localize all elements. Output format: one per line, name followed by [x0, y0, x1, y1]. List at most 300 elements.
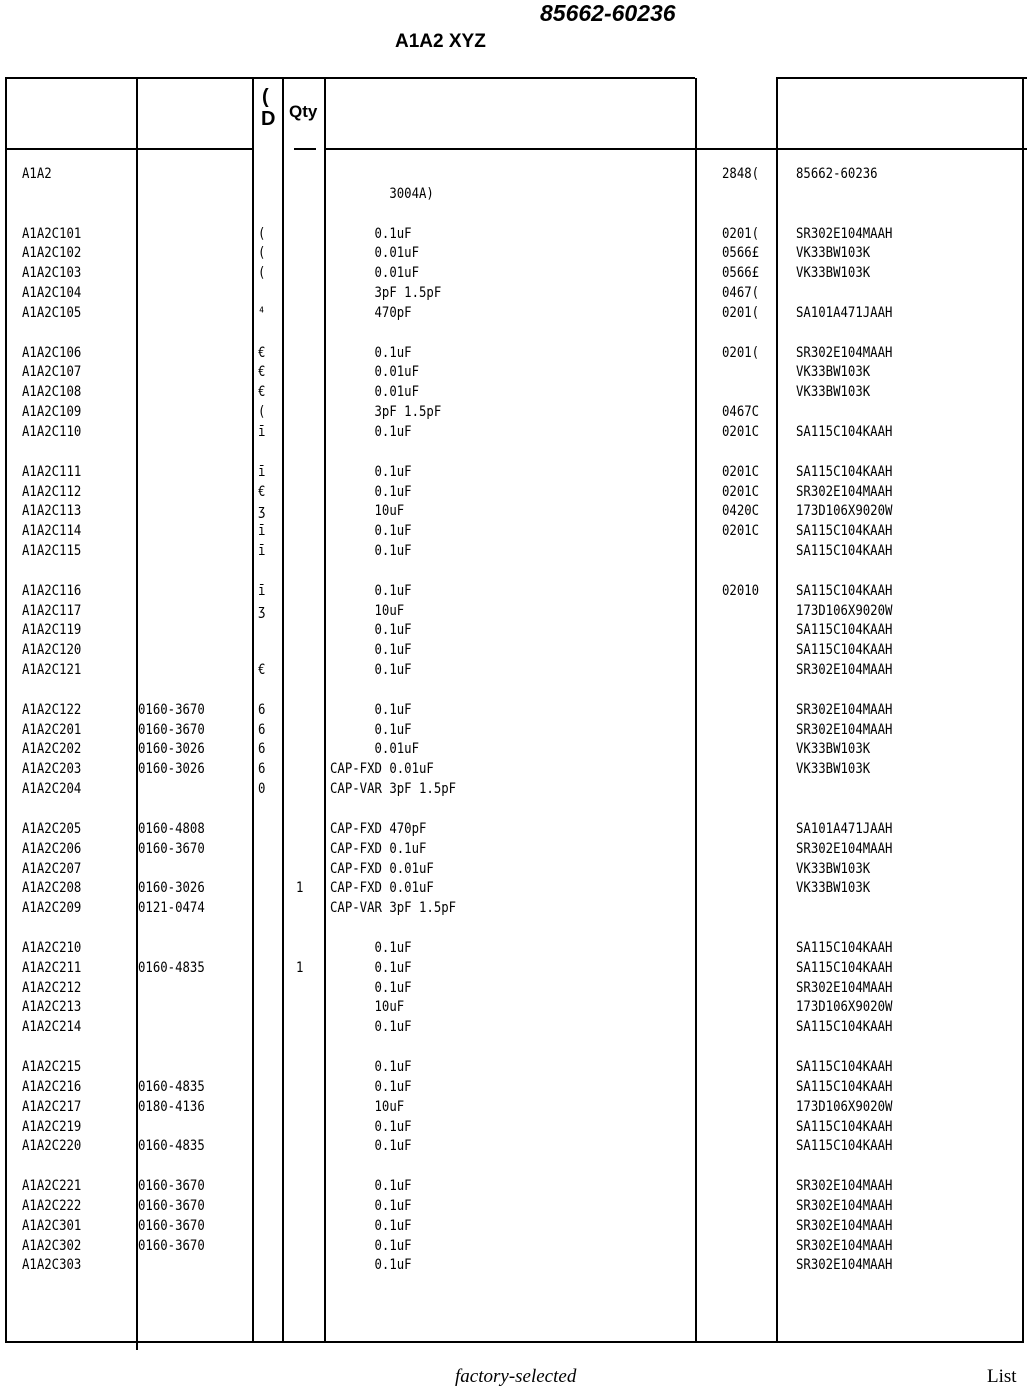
table-cell: [296, 243, 312, 263]
header-cd-bottom: D: [261, 108, 276, 130]
table-cell: [138, 561, 226, 581]
table-cell: 0.1uF: [330, 642, 412, 659]
table-cell: A1A2C110: [22, 423, 82, 440]
table-cell: [796, 918, 892, 938]
table-cell: [138, 581, 226, 601]
table-cell: [296, 978, 312, 998]
table-cell: [722, 878, 766, 898]
table-cell: VK33BW103K: [796, 384, 871, 401]
table-cell: [330, 680, 532, 700]
table-cell: SA115C104KAAH: [796, 1138, 893, 1155]
table-cell: SR302E104MAAH: [796, 1257, 893, 1274]
table-cell: [258, 1136, 270, 1156]
table-cell: A1A2C203: [22, 761, 82, 778]
mfr-part-number-column: [796, 164, 892, 1275]
qty-column: [296, 164, 312, 1275]
table-cell: [722, 1017, 766, 1037]
table-cell: [138, 382, 226, 402]
table-cell: SR302E104MAAH: [796, 1178, 893, 1195]
table-cell: [296, 442, 312, 462]
table-cell: [330, 1037, 532, 1057]
table-cell: 173D106X9020W: [796, 999, 893, 1016]
table-cell: 0201C: [722, 463, 760, 480]
table-cell: [330, 799, 532, 819]
table-cell: [138, 224, 226, 244]
table-cell: [296, 1176, 312, 1196]
table-cell: A1A2C301: [22, 1217, 82, 1234]
col-divider-5: [695, 78, 697, 1342]
table-cell: [138, 938, 226, 958]
table-cell: [796, 1156, 892, 1176]
header-rule-right: [326, 148, 1027, 150]
table-cell: [296, 1077, 312, 1097]
table-cell: A1A2C220: [22, 1138, 82, 1155]
table-cell: A1A2C113: [22, 503, 82, 520]
table-cell: [296, 204, 312, 224]
table-cell: [258, 1236, 270, 1256]
table-cell: 0.01uF: [330, 741, 420, 758]
table-cell: [796, 561, 892, 581]
table-cell: A1A2C216: [22, 1078, 82, 1095]
footer-list: List: [987, 1366, 1017, 1387]
table-cell: [330, 164, 532, 184]
table-cell: 0201C: [722, 483, 760, 500]
table-cell: [296, 303, 312, 323]
table-cell: 10uF: [330, 999, 405, 1016]
table-cell: SA115C104KAAH: [796, 1118, 893, 1135]
table-cell: 0201(: [722, 304, 760, 321]
table-cell: [296, 164, 312, 184]
table-cell: ʒ: [258, 503, 266, 520]
table-cell: CAP-FXD 0.1uF: [330, 840, 427, 857]
table-cell: [296, 640, 312, 660]
table-cell: A1A2C221: [22, 1178, 82, 1195]
table-cell: [722, 1156, 766, 1176]
table-cell: SR302E104MAAH: [796, 662, 893, 679]
table-cell: [722, 382, 766, 402]
table-cell: CAP-FXD 470pF: [330, 820, 427, 837]
table-cell: [296, 422, 312, 442]
table-cell: €: [258, 364, 266, 381]
table-cell: 6: [258, 741, 266, 758]
table-cell: ī: [258, 582, 266, 599]
table-cell: A1A2C206: [22, 840, 82, 857]
table-cell: [138, 402, 226, 422]
table-cell: 0160-3026: [138, 741, 205, 758]
table-cell: [258, 978, 270, 998]
table-cell: [722, 541, 766, 561]
table-cell: 3pF 1.5pF: [330, 285, 442, 302]
table-cell: [796, 283, 892, 303]
table-cell: [138, 422, 226, 442]
table-cell: [138, 1156, 226, 1176]
table-cell: [296, 1255, 312, 1275]
table-cell: 0.1uF: [330, 662, 412, 679]
table-cell: [138, 978, 226, 998]
table-cell: [722, 561, 766, 581]
table-cell: [722, 1057, 766, 1077]
table-cell: (: [258, 265, 266, 282]
table-cell: [296, 918, 312, 938]
table-cell: [796, 779, 892, 799]
table-cell: [330, 561, 532, 581]
table-cell: A1A2C302: [22, 1237, 82, 1254]
table-cell: [296, 402, 312, 422]
table-cell: 0121-0474: [138, 900, 205, 917]
table-cell: A1A2C212: [22, 979, 82, 996]
table-cell: 0160-3670: [138, 1178, 205, 1195]
table-cell: ⁴: [258, 304, 266, 321]
table-cell: 0.1uF: [330, 582, 412, 599]
table-cell: [258, 1057, 270, 1077]
table-cell: 0160-3670: [138, 1197, 205, 1214]
table-cell: A1A2C214: [22, 1019, 82, 1036]
table-cell: A1A2C205: [22, 820, 82, 837]
table-cell: [22, 680, 81, 700]
table-cell: 0.1uF: [330, 1118, 412, 1135]
table-cell: 0160-4835: [138, 1138, 205, 1155]
table-cell: VK33BW103K: [796, 880, 871, 897]
table-cell: [722, 680, 766, 700]
table-cell: A1A2C210: [22, 939, 82, 956]
table-cell: 0160-3670: [138, 721, 205, 738]
table-cell: [296, 1037, 312, 1057]
table-cell: [258, 1176, 270, 1196]
table-cell: 02010: [722, 582, 760, 599]
table-cell: A1A2C108: [22, 384, 82, 401]
table-cell: [722, 1216, 766, 1236]
table-cell: SR302E104MAAH: [796, 483, 893, 500]
table-cell: [722, 640, 766, 660]
header-rule: [5, 148, 253, 150]
table-cell: [722, 1236, 766, 1256]
table-cell: CAP-FXD 0.01uF: [330, 761, 434, 778]
table-cell: A1A2C119: [22, 622, 82, 639]
table-cell: [722, 1176, 766, 1196]
table-cell: [722, 997, 766, 1017]
table-cell: [296, 601, 312, 621]
table-cell: [296, 997, 312, 1017]
table-cell: [138, 323, 226, 343]
table-cell: [796, 402, 892, 422]
table-cell: VK33BW103K: [796, 245, 871, 262]
table-cell: [138, 660, 226, 680]
table-cell: 0.1uF: [330, 1178, 412, 1195]
table-cell: [722, 1077, 766, 1097]
table-cell: SR302E104MAAH: [796, 1197, 893, 1214]
table-cell: 173D106X9020W: [796, 503, 893, 520]
table-cell: 0.1uF: [330, 463, 412, 480]
table-cell: 2848(: [722, 166, 760, 182]
table-cell: 0.01uF: [330, 364, 420, 381]
table-cell: A1A2C122: [22, 701, 82, 718]
table-cell: A1A2C101: [22, 225, 82, 242]
assembly-name: A1A2 XYZ: [395, 31, 486, 52]
table-cell: [138, 263, 226, 283]
table-cell: [258, 1156, 270, 1176]
table-cell: 10uF: [330, 1098, 405, 1115]
table-cell: A1A2C204: [22, 781, 82, 798]
table-cell: ī: [258, 523, 266, 540]
table-cell: A1A2C111: [22, 463, 82, 480]
table-cell: SR302E104MAAH: [796, 721, 893, 738]
table-cell: [258, 680, 270, 700]
table-cell: [138, 1117, 226, 1137]
table-cell: 0.1uF: [330, 1197, 412, 1214]
table-cell: [258, 1017, 270, 1037]
table-cell: [258, 1097, 270, 1117]
table-cell: [330, 442, 532, 462]
table-cell: [296, 521, 312, 541]
table-cell: [796, 799, 892, 819]
assembly-number: 85662-60236: [540, 0, 676, 26]
table-cell: [796, 204, 892, 224]
table-cell: 0160-3670: [138, 840, 205, 857]
table-cell: [138, 283, 226, 303]
table-cell: [138, 442, 226, 462]
table-cell: 0.1uF: [330, 1257, 412, 1274]
table-cell: 0.1uF: [330, 721, 412, 738]
table-cell: A1A2C117: [22, 602, 82, 619]
table-cell: [296, 1057, 312, 1077]
table-cell: VK33BW103K: [796, 741, 871, 758]
table-cell: 0160-3026: [138, 761, 205, 778]
table-cell: [296, 343, 312, 363]
table-cell: [722, 918, 766, 938]
table-cell: [296, 620, 312, 640]
table-cell: [722, 938, 766, 958]
table-cell: [296, 1156, 312, 1176]
table-cell: [296, 938, 312, 958]
table-cell: VK33BW103K: [796, 860, 871, 877]
table-cell: 1: [296, 959, 304, 976]
table-cell: SA101A471JAAH: [796, 304, 893, 321]
table-cell: SA115C104KAAH: [796, 1078, 893, 1095]
table-cell: A1A2C211: [22, 959, 82, 976]
description-column: [330, 164, 532, 1275]
table-cell: SR302E104MAAH: [796, 701, 893, 718]
table-cell: [296, 501, 312, 521]
table-cell: 0.1uF: [330, 979, 412, 996]
table-cell: [138, 164, 226, 184]
table-cell: [22, 323, 81, 343]
table-cell: SA115C104KAAH: [796, 959, 893, 976]
table-cell: [296, 739, 312, 759]
table-cell: [296, 224, 312, 244]
table-cell: [296, 1196, 312, 1216]
table-cell: [258, 283, 270, 303]
table-cell: 6: [258, 721, 266, 738]
table-cell: [722, 839, 766, 859]
table-cell: [296, 779, 312, 799]
table-cell: [296, 1216, 312, 1236]
table-cell: [138, 779, 226, 799]
table-cell: [722, 1117, 766, 1137]
table-cell: [138, 462, 226, 482]
table-cell: [22, 1156, 81, 1176]
table-cell: A1A2C116: [22, 582, 82, 599]
table-cell: CAP-FXD 0.01uF: [330, 880, 434, 897]
table-cell: [722, 898, 766, 918]
table-cell: 0.1uF: [330, 701, 412, 718]
table-cell: [722, 1255, 766, 1275]
table-cell: SA115C104KAAH: [796, 543, 893, 560]
table-cell: [258, 958, 270, 978]
table-cell: [296, 581, 312, 601]
check-digit-column: [258, 164, 270, 1275]
table-cell: 173D106X9020W: [796, 602, 893, 619]
table-cell: 0420C: [722, 503, 760, 520]
table-cell: 0160-4808: [138, 820, 205, 837]
table-cell: A1A2C106: [22, 344, 82, 361]
table-cell: [722, 859, 766, 879]
table-cell: [296, 859, 312, 879]
table-cell: [258, 442, 270, 462]
table-cell: [138, 521, 226, 541]
table-cell: [258, 997, 270, 1017]
table-cell: CAP-VAR 3pF 1.5pF: [330, 900, 457, 917]
table-cell: 0.1uF: [330, 1019, 412, 1036]
header-cd-top: (: [262, 86, 269, 108]
table-cell: A1A2C217: [22, 1098, 82, 1115]
table-cell: [296, 561, 312, 581]
table-cell: 0.1uF: [330, 1058, 412, 1075]
table-cell: [22, 561, 81, 581]
table-cell: ʒ: [258, 602, 266, 619]
table-cell: [258, 620, 270, 640]
col-divider-3: [282, 78, 284, 1342]
table-cell: 6: [258, 701, 266, 718]
table-cell: [258, 1077, 270, 1097]
table-cell: A1A2C109: [22, 404, 82, 421]
table-cell: €: [258, 483, 266, 500]
table-cell: 10uF: [330, 602, 405, 619]
table-cell: [138, 680, 226, 700]
table-cell: [296, 482, 312, 502]
table-cell: 3pF 1.5pF: [330, 404, 442, 421]
table-cell: [296, 720, 312, 740]
table-cell: [258, 164, 270, 184]
table-right-border: [1022, 78, 1024, 1342]
table-cell: ī: [258, 463, 266, 480]
table-cell: [296, 680, 312, 700]
table-cell: A1A2C207: [22, 860, 82, 877]
table-cell: [138, 1255, 226, 1275]
table-cell: SA115C104KAAH: [796, 523, 893, 540]
table-cell: €: [258, 344, 266, 361]
table-cell: VK33BW103K: [796, 265, 871, 282]
table-cell: [722, 700, 766, 720]
table-cell: [796, 442, 892, 462]
table-cell: [258, 819, 270, 839]
table-top-rule-right: [776, 77, 1027, 79]
table-cell: [722, 1136, 766, 1156]
table-cell: SA101A471JAAH: [796, 820, 893, 837]
table-cell: A1A2C104: [22, 285, 82, 302]
table-cell: A1A2C215: [22, 1058, 82, 1075]
table-cell: [722, 799, 766, 819]
table-cell: [22, 204, 81, 224]
table-cell: [138, 601, 226, 621]
table-cell: ī: [258, 423, 266, 440]
table-cell: [296, 759, 312, 779]
table-cell: SA115C104KAAH: [796, 1019, 893, 1036]
table-cell: 0.1uF: [330, 1217, 412, 1234]
table-cell: 0160-3670: [138, 1217, 205, 1234]
table-cell: €: [258, 662, 266, 679]
table-bottom-rule: [5, 1341, 1024, 1343]
table-cell: [22, 799, 81, 819]
table-cell: 0201C: [722, 423, 760, 440]
table-cell: 10uF: [330, 503, 405, 520]
table-cell: CAP-VAR 3pF 1.5pF: [330, 781, 457, 798]
table-cell: A1A2C303: [22, 1257, 82, 1274]
table-cell: SA115C104KAAH: [796, 582, 893, 599]
table-cell: A1A2C121: [22, 662, 82, 679]
table-cell: [258, 184, 270, 204]
table-cell: [296, 1136, 312, 1156]
table-cell: [258, 878, 270, 898]
table-cell: [22, 442, 81, 462]
table-cell: 0.1uF: [330, 1138, 412, 1155]
table-cell: [22, 918, 81, 938]
table-cell: [722, 720, 766, 740]
table-cell: [138, 640, 226, 660]
table-cell: 0160-3670: [138, 1237, 205, 1254]
header-qty: Qty: [289, 102, 318, 121]
table-cell: [258, 561, 270, 581]
table-cell: [138, 799, 226, 819]
table-cell: [330, 204, 532, 224]
table-cell: SR302E104MAAH: [796, 225, 893, 242]
table-cell: A1A2C208: [22, 880, 82, 897]
table-cell: [796, 680, 892, 700]
table-cell: A1A2C120: [22, 642, 82, 659]
table-cell: A1A2C219: [22, 1118, 82, 1135]
table-cell: [722, 759, 766, 779]
table-cell: CAP-FXD 0.01uF: [330, 860, 434, 877]
table-cell: A1A2C202: [22, 741, 82, 758]
table-cell: 85662-60236: [796, 166, 878, 182]
table-cell: [296, 799, 312, 819]
table-cell: [296, 382, 312, 402]
table-cell: [722, 1097, 766, 1117]
table-cell: [330, 918, 532, 938]
table-cell: [796, 184, 892, 204]
table-cell: [258, 1196, 270, 1216]
table-cell: 0.1uF: [330, 1237, 412, 1254]
table-cell: (: [258, 404, 266, 421]
table-cell: 0.1uF: [330, 543, 412, 560]
table-cell: [722, 323, 766, 343]
part-number-column: [138, 164, 226, 1275]
table-cell: [258, 898, 270, 918]
table-cell: [258, 323, 270, 343]
table-cell: (: [258, 245, 266, 262]
table-cell: 173D106X9020W: [796, 1098, 893, 1115]
table-cell: 0160-4835: [138, 1078, 205, 1095]
table-cell: [722, 442, 766, 462]
table-cell: [296, 819, 312, 839]
table-cell: 0.1uF: [330, 1078, 412, 1095]
col-divider-2: [252, 78, 254, 1342]
footer-note: factory-selected: [455, 1366, 577, 1387]
table-cell: A1A2: [22, 166, 52, 182]
table-cell: 0566£: [722, 245, 760, 262]
table-cell: 0467(: [722, 285, 760, 302]
table-cell: SR302E104MAAH: [796, 344, 893, 361]
table-cell: [22, 1037, 81, 1057]
